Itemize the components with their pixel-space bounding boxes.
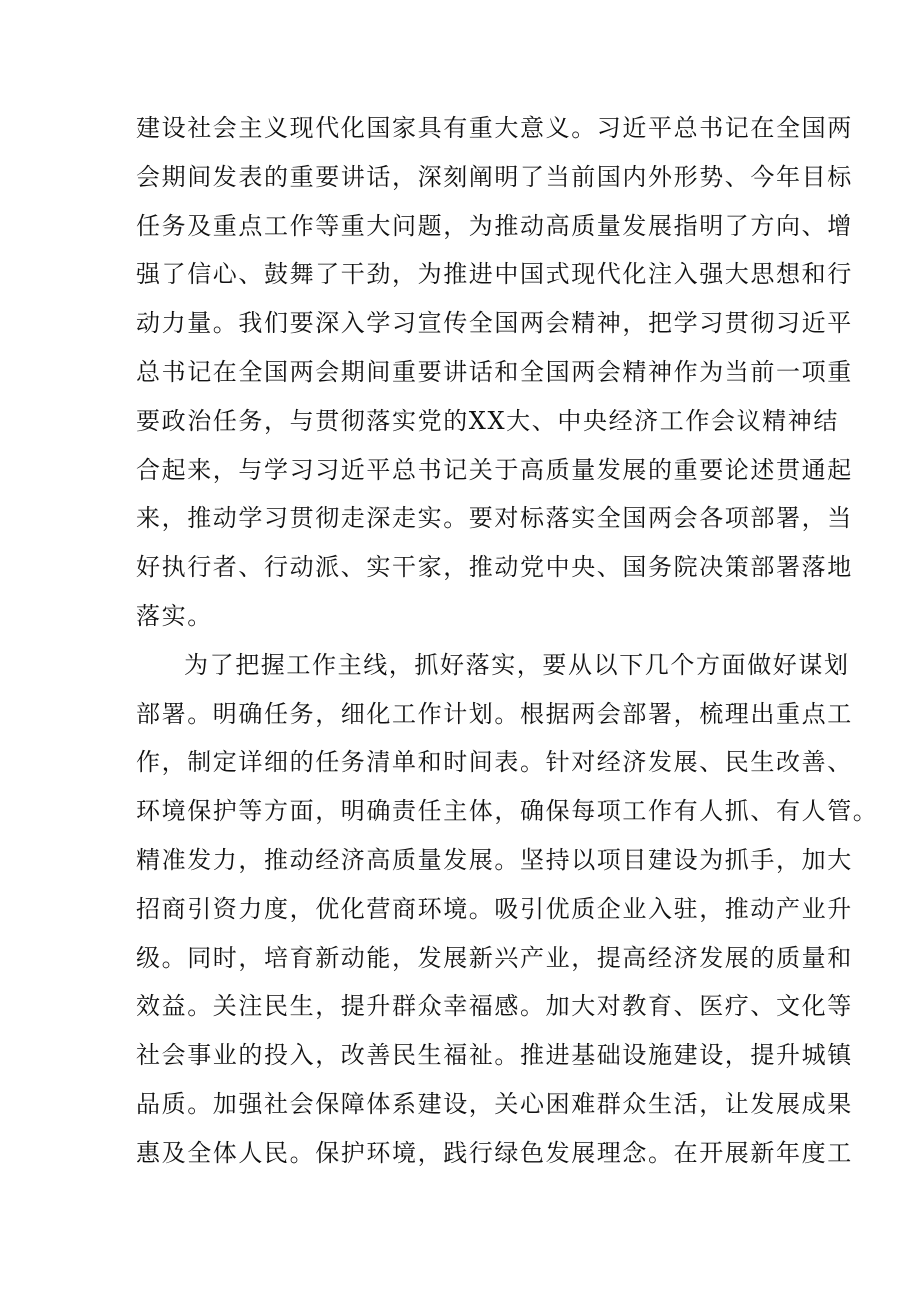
text-line: 为了把握工作主线，抓好落实，要从以下几个方面做好谋划: [184, 650, 850, 679]
text-line: 效益。关注民生，提升群众幸福感。加大对教育、医疗、文化等: [136, 992, 853, 1021]
text-line: 级。同时，培育新动能，发展新兴产业，提高经济发展的质量和: [136, 943, 853, 972]
text-line: 强了信心、鼓舞了干劲，为推进中国式现代化注入强大思想和行: [136, 260, 853, 289]
text-line: 总书记在全国两会期间重要讲话和全国两会精神作为当前一项重: [136, 357, 853, 386]
text-line: 招商引资力度，优化营商环境。吸引优质企业入驻，推动产业升: [136, 894, 853, 923]
paragraph-2: [136, 641, 879, 1178]
text-line: 作，制定详细的任务清单和时间表。针对经济发展、民生改善、: [136, 748, 853, 777]
body-text: [136, 104, 879, 1178]
text-line: 合起来，与学习习近平总书记关于高质量发展的重要论述贯通起: [136, 455, 853, 484]
text-line: 精准发力，推动经济高质量发展。坚持以项目建设为抓手，加大: [136, 845, 853, 874]
text-line: 好执行者、行动派、实干家，推动党中央、国务院决策部署落地: [136, 553, 853, 582]
text-line: 建设社会主义现代化国家具有重大意义。习近平总书记在全国两: [136, 114, 853, 142]
text-line: 要政治任务，与贯彻落实党的XX大、中央经济工作会议精神结: [136, 406, 839, 435]
text-line: 环境保护等方面，明确责任主体，确保每项工作有人抓、有人管。: [136, 797, 879, 826]
text-line: 来，推动学习贯彻走深走实。要对标落实全国两会各项部署，当: [136, 504, 853, 533]
text-line: 会期间发表的重要讲话，深刻阐明了当前国内外形势、今年目标: [136, 162, 853, 191]
text-line: 惠及全体人民。保护环境，践行绿色发展理念。在开展新年度工: [136, 1138, 853, 1167]
paragraph-1: [136, 104, 853, 641]
text-line: 任务及重点工作等重大问题，为推动高质量发展指明了方向、增: [136, 211, 853, 240]
text-line: 部署。明确任务，细化工作计划。根据两会部署，梳理出重点工: [136, 699, 853, 728]
text-line: 动力量。我们要深入学习宣传全国两会精神，把学习贯彻习近平: [136, 309, 853, 338]
text-line: 社会事业的投入，改善民生福祉。推进基础设施建设，提升城镇: [136, 1041, 853, 1070]
text-line: 落实。: [136, 601, 213, 630]
text-line: 品质。加强社会保障体系建设，关心困难群众生活，让发展成果: [136, 1089, 853, 1118]
